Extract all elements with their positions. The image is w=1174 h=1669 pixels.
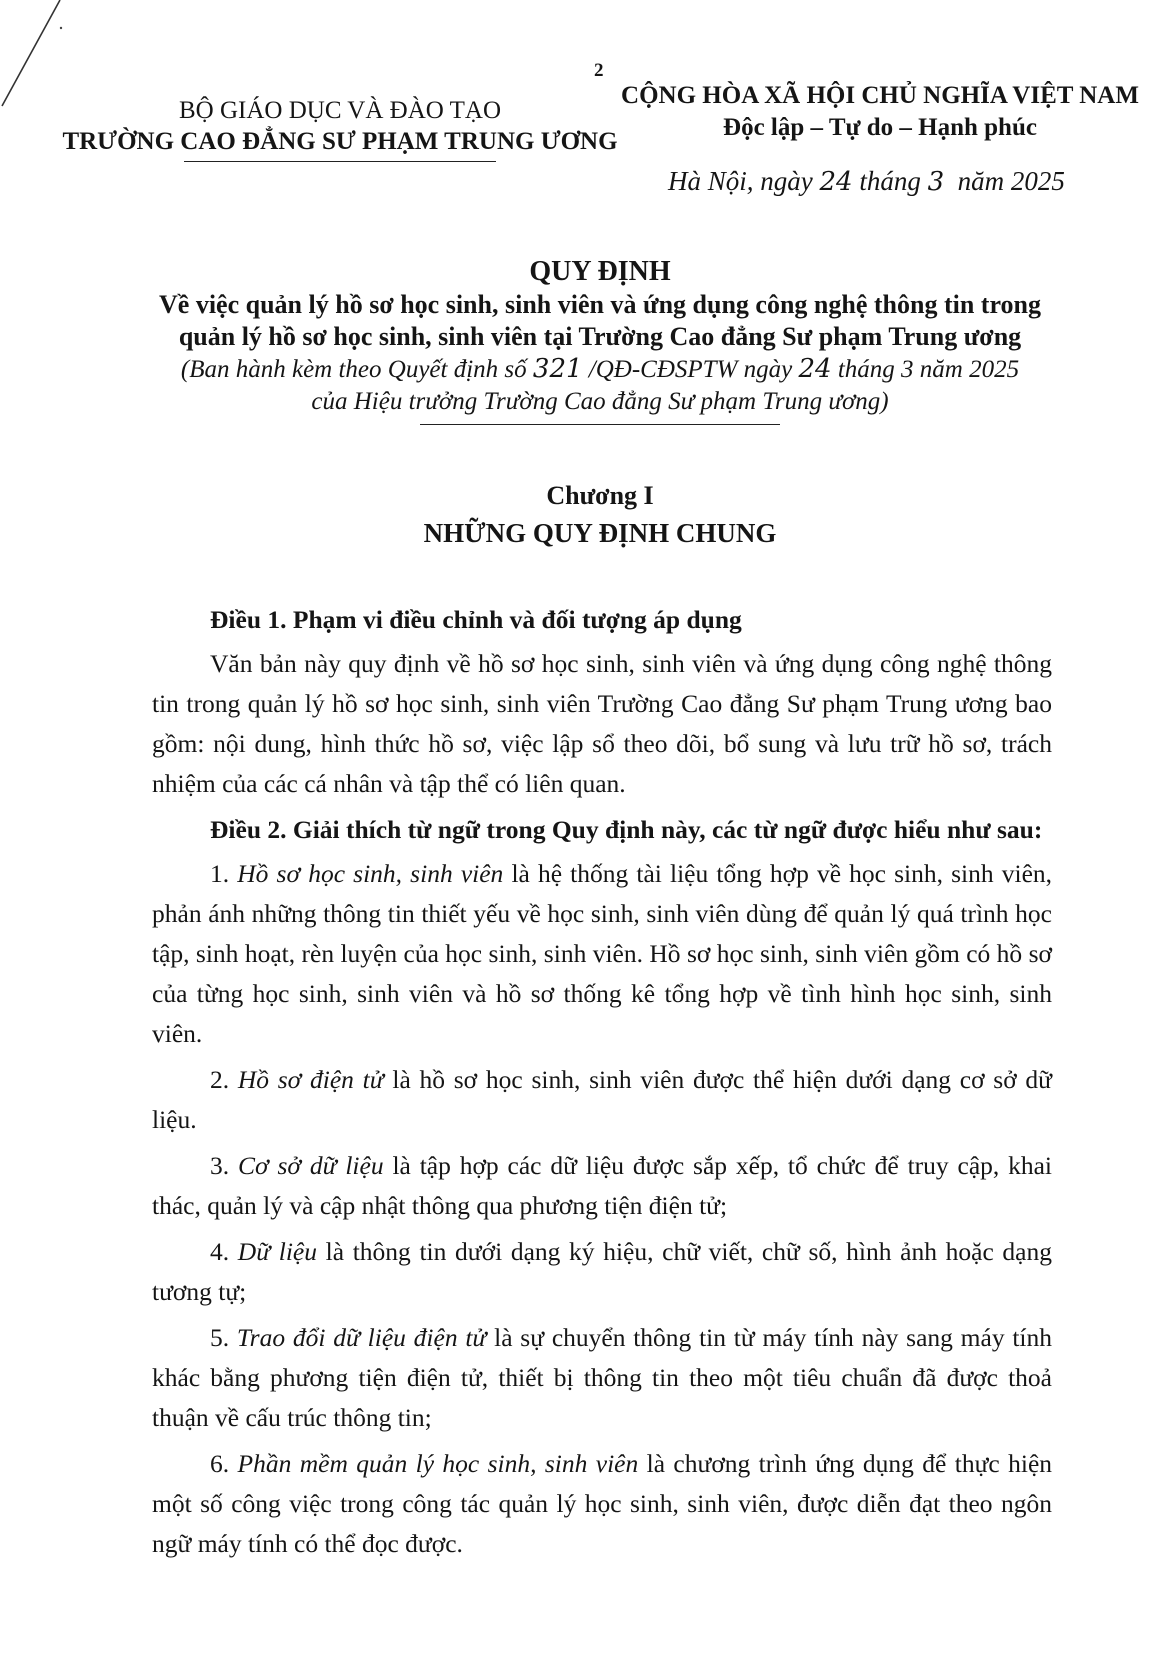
- defined-term: Phần mềm quản lý học sinh, sinh viên: [237, 1449, 639, 1478]
- article-2-heading: Điều 2. Giải thích từ ngữ trong Quy định này, các từ ngữ được hiểu như sau:: [210, 815, 1043, 844]
- definition-text: là hệ thống tài liệu tổng hợp về học sinh, sinh viên, phản ánh những thông tin thiết yếu về học sinh, sinh viên dùng để quản lý quá trình học tập, sinh hoạt, rèn luyện của học sinh, sinh viên. Hồ sơ học sinh, sinh viên gồm có hồ sơ của từng học sinh, sinh viên và hồ sơ thống kê tổng hợp về tình hình học sinh, sinh viên.: [152, 859, 1053, 1048]
- issued-middle: /QĐ-CĐSPTW ngày: [588, 356, 793, 383]
- school-name: TRƯỜNG CAO ĐẲNG SƯ PHẠM TRUNG ƯƠNG: [62, 128, 618, 155]
- document-subject-line2: quản lý hồ sơ học sinh, sinh viên tại Trường Cao đẳng Sư phạm Trung ương: [178, 322, 1022, 351]
- document-subject-line1: Về việc quản lý hồ sơ học sinh, sinh viên và ứng dụng công nghệ thông tin trong: [159, 290, 1041, 319]
- page-number: 2: [594, 60, 604, 81]
- ministry-name: BỘ GIÁO DỤC VÀ ĐÀO TẠO: [179, 97, 501, 124]
- scan-edge-line: [0, 0, 80, 110]
- defined-term: Hồ sơ điện tử: [237, 1065, 384, 1094]
- chapter-heading: [110, 478, 1090, 552]
- header-issuer: [60, 95, 620, 162]
- issued-suffix: tháng 3 năm 2025: [837, 356, 1020, 383]
- issued-by-line1: [110, 353, 1090, 386]
- date-line: [668, 166, 1065, 197]
- item-number: 4.: [210, 1237, 230, 1266]
- issued-prefix: (Ban hành kèm theo Quyết định số: [180, 356, 527, 383]
- issued-day: 24: [798, 354, 832, 384]
- issuer-underline: [184, 161, 496, 162]
- item-number: 2.: [210, 1065, 230, 1094]
- item-number: 1.: [210, 859, 230, 888]
- national-motto: Độc lập – Tự do – Hạnh phúc: [723, 114, 1037, 141]
- article-1-heading: Điều 1. Phạm vi điều chỉnh và đối tượng áp dụng: [210, 605, 742, 634]
- definition-item: [152, 1444, 1052, 1564]
- definition-item: [152, 1060, 1052, 1140]
- document-title: QUY ĐỊNH: [529, 256, 671, 287]
- item-number: 3.: [210, 1151, 230, 1180]
- defined-term: Hồ sơ học sinh, sinh viên: [237, 859, 504, 888]
- defined-term: Dữ liệu: [237, 1237, 317, 1266]
- item-number: 5.: [210, 1323, 230, 1352]
- definition-text: là chương trình ứng dụng để thực hiện một số công việc trong công tác quản lý học sinh, sinh viên, được diễn đạt theo ngôn ngữ máy tính có thể đọc được.: [152, 1449, 1053, 1558]
- country-name: CỘNG HÒA XÃ HỘI CHỦ NGHĨA VIỆT NAM: [621, 82, 1139, 109]
- header-national: [620, 80, 1140, 144]
- date-month-label: tháng: [859, 166, 921, 196]
- item-number: 6.: [210, 1449, 230, 1478]
- definition-text: là sự chuyển thông tin từ máy tính này sang máy tính khác bằng phương tiện điện tử, thiết bị thông tin theo một tiêu chuẩn đã được thoả thuận về cấu trúc thông tin;: [152, 1323, 1053, 1432]
- document-body: [152, 600, 1052, 1570]
- article-1-text: Văn bản này quy định về hồ sơ học sinh, sinh viên và ứng dụng công nghệ thông tin trong quản lý hồ sơ học sinh, sinh viên Trường Cao đẳng Sư phạm Trung ương bao gồm: nội dung, hình thức hồ sơ, việc lập sổ theo dõi, bổ sung và lưu trữ hồ sơ, trách nhiệm của các cá nhân và tập thể có liên quan.: [152, 649, 1052, 798]
- decision-number: 321: [532, 354, 583, 384]
- title-underline: [420, 424, 780, 425]
- date-year: năm 2025: [957, 166, 1065, 196]
- date-month: 3: [927, 167, 945, 197]
- defined-term: Cơ sở dữ liệu: [237, 1151, 384, 1180]
- definition-item: [152, 854, 1052, 1054]
- date-day: 24: [819, 167, 853, 197]
- definition-text: là hồ sơ học sinh, sinh viên được thể hiện dưới dạng cơ sở dữ liệu.: [152, 1065, 1053, 1134]
- definition-text: là thông tin dưới dạng ký hiệu, chữ viết, chữ số, hình ảnh hoặc dạng tương tự;: [152, 1237, 1052, 1306]
- definition-item: [152, 1232, 1052, 1312]
- chapter-title: NHỮNG QUY ĐỊNH CHUNG: [423, 518, 777, 548]
- chapter-label: Chương I: [546, 481, 654, 510]
- definition-item: [152, 1318, 1052, 1438]
- document-title-block: [110, 255, 1090, 425]
- issued-by-line2: của Hiệu trưởng Trường Cao đẳng Sư phạm Trung ương): [311, 388, 889, 415]
- definition-text: là tập hợp các dữ liệu được sắp xếp, tổ chức để truy cập, khai thác, quản lý và cập nhật thông qua phương tiện điện tử;: [152, 1151, 1053, 1220]
- defined-term: Trao đổi dữ liệu điện tử: [236, 1323, 487, 1352]
- definition-item: [152, 1146, 1052, 1226]
- date-prefix: Hà Nội, ngày: [668, 166, 813, 196]
